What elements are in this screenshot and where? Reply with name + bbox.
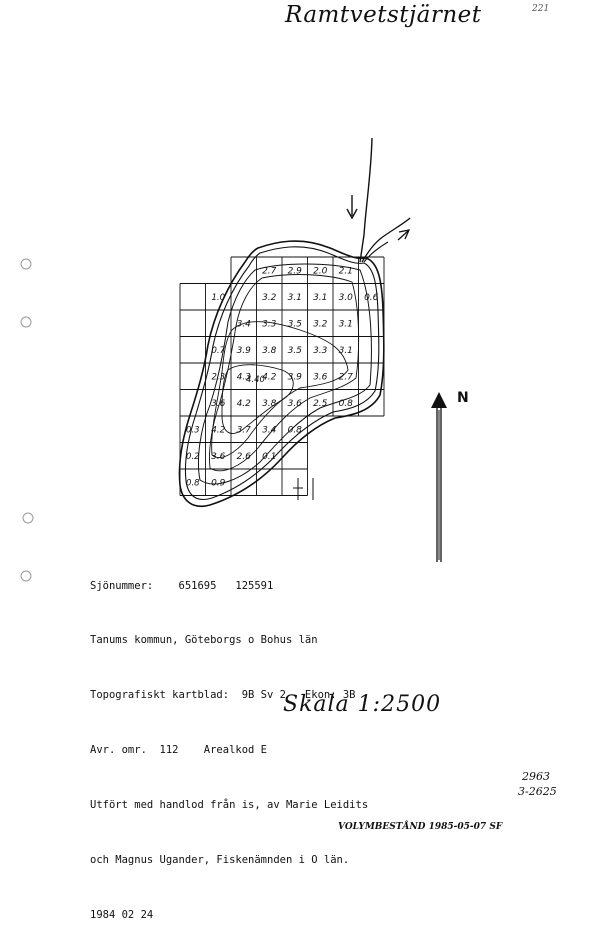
- depth-value: 2.6: [236, 451, 251, 462]
- info-utfort: Utfört med handlod från is, av Marie Leidits: [90, 799, 369, 812]
- depth-value: 2.9: [287, 266, 302, 277]
- depth-value: 3.3: [313, 345, 328, 356]
- edge-depth-value: 1.0: [211, 292, 226, 303]
- depth-value: 3.4: [262, 425, 277, 436]
- depth-value: 0.8: [338, 398, 353, 409]
- depth-value: 0.9: [211, 478, 226, 489]
- depth-value: 2.7: [262, 266, 277, 277]
- scale-label: Skala 1:2500: [283, 692, 442, 717]
- depth-labels: [211, 266, 379, 488]
- reference-number-2: 3-2625: [518, 785, 557, 798]
- depth-value: 3.9: [287, 372, 302, 383]
- depth-value: 3.6: [211, 398, 226, 409]
- info-avr: Avr. omr. 112 Arealkod E: [90, 744, 268, 757]
- info-kartblad: Topografiskt kartblad: 9B Sv 2 Ekon: 3B: [90, 689, 356, 702]
- depth-value: 3.7: [236, 425, 251, 436]
- depth-value: 3.5: [287, 345, 302, 356]
- depth-value: 3.1: [338, 319, 353, 330]
- depth-value: 4.2: [211, 425, 226, 436]
- depth-value: 0.8: [287, 425, 302, 436]
- depth-value: 3.6: [313, 372, 328, 383]
- lake-name-title: Ramtvetstjärnet: [285, 2, 482, 28]
- depth-value: 4.2: [236, 398, 251, 409]
- depth-value: 2.1: [338, 266, 353, 277]
- edge-depth-value: 2.3: [211, 372, 226, 383]
- inlet-arrow-icon: [347, 195, 357, 218]
- outlet-arrow-icon: [398, 230, 409, 240]
- depth-value: 3.8: [262, 345, 277, 356]
- depth-contour-2m: [209, 275, 358, 471]
- depth-value: 3.8: [262, 398, 277, 409]
- depth-value: 3.2: [262, 292, 277, 303]
- info-kommun: Tanums kommun, Göteborgs o Bohus län: [90, 634, 318, 647]
- survey-marks: [293, 478, 313, 500]
- margin-marks: [21, 259, 33, 581]
- depth-value: 3.5: [287, 319, 302, 330]
- depth-value: 3.1: [313, 292, 328, 303]
- depth-value: 3.9: [236, 345, 251, 356]
- max-depth-label: 4.40: [246, 375, 265, 385]
- lake-info-block: [90, 540, 368, 943]
- depth-value: 2.5: [313, 398, 328, 409]
- depth-value: 0.6: [364, 292, 379, 303]
- depth-value: 4.3: [236, 372, 251, 383]
- depth-value: 3.0: [338, 292, 353, 303]
- edge-depth-value: 0.2: [185, 451, 200, 462]
- info-datum: 1984 02 24: [90, 908, 154, 921]
- north-label: N: [457, 390, 469, 406]
- depth-value: 3.1: [287, 292, 302, 303]
- inlet-stream: [360, 138, 372, 262]
- depth-value: 2.0: [313, 266, 328, 277]
- depth-value: 4.2: [262, 372, 277, 383]
- volym-stamp: VOLYMBESTÅND 1985-05-07 SF: [338, 822, 503, 832]
- depth-value: 3.2: [313, 319, 328, 330]
- depth-value: 3.4: [236, 319, 251, 330]
- corner-page-mark: 221: [532, 4, 550, 14]
- depth-value: 3.6: [211, 451, 226, 462]
- edge-depth-value: 0.8: [185, 478, 200, 489]
- depth-value: 2.7: [338, 372, 353, 383]
- info-sjonummer: Sjönummer: 651695 125591: [90, 579, 274, 592]
- edge-depth-value: 0.3: [185, 425, 200, 436]
- depth-value: 0.1: [262, 451, 277, 462]
- info-och: och Magnus Ugander, Fiskenämnden i O län.: [90, 854, 350, 867]
- reference-number-1: 2963: [522, 770, 550, 783]
- depth-value: 3.1: [338, 345, 353, 356]
- depth-value: 3.6: [287, 398, 302, 409]
- edge-depth-value: 0.7: [211, 345, 226, 356]
- depth-value: 3.3: [262, 319, 277, 330]
- north-arrow-icon: [431, 392, 447, 562]
